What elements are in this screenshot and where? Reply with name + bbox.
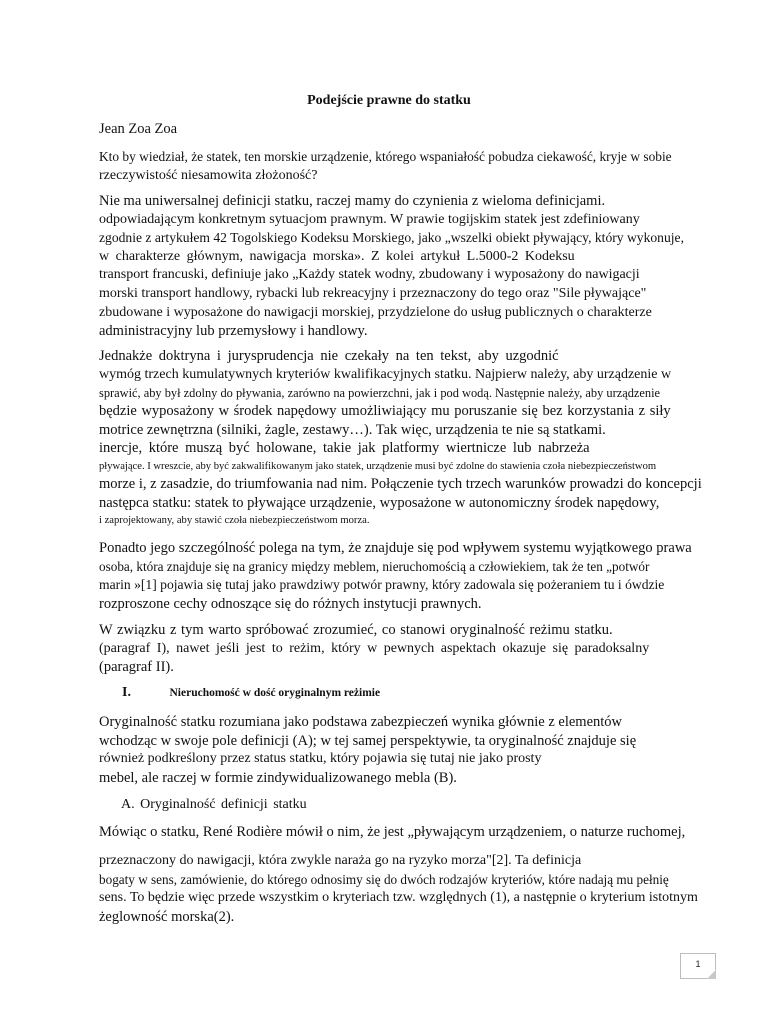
text-line: rozproszone cechy odnoszące się do różnych instytucji prawnych. xyxy=(99,595,482,612)
text-line: sprawić, aby był zdolny do pływania, zarówno na powierzchni, jak i pod wodą. Następnie należy, aby urządzenie xyxy=(99,386,661,401)
text-line: zbudowane i wyposażone do nawigacji morskiej, przydzielone do usług publicznych o charakterze xyxy=(99,304,652,320)
paragraph-specificity xyxy=(99,539,709,613)
section-heading xyxy=(122,685,380,701)
text-line: rzeczywistość niesamowita złożoność? xyxy=(99,167,318,183)
text-line: odpowiadającym konkretnym sytuacjom prawnym. W prawie togijskim statek jest zdefiniowany xyxy=(99,211,640,227)
paragraph-intro xyxy=(99,148,709,185)
subsection-label: A. xyxy=(121,797,135,812)
text-line: inercje, które muszą być holowane, takie jak platformy wiertnicze lub nabrzeża xyxy=(99,440,590,457)
paragraph-outline xyxy=(99,621,709,677)
document-title: Podejście prawne do statku xyxy=(307,93,471,108)
section-number: I. xyxy=(122,685,131,700)
text-line: (paragraf II). xyxy=(99,659,174,676)
text-line: sens. To będzie więc przede wszystkim o kryteriach tzw. względnych (1), a następnie o kryterium istotnym xyxy=(99,890,698,906)
text-line: motrice zewnętrzna (silniki, żagle, zestawy…). Tak więc, urządzenia te nie są statkami. xyxy=(99,421,606,438)
text-line: Nie ma uniwersalnej definicji statku, raczej mamy do czynienia z wieloma definicjami. xyxy=(99,193,606,209)
text-line: również podkreślony przez status statku, który pojawia się tutaj nie jako prosty xyxy=(99,751,542,767)
text-line: pływające. I wreszcie, aby być zakwalifikowanym jako statek, urządzenie musi być zdolne do stawienia czoła niebezpieczeństwom xyxy=(99,460,657,472)
text-line: osoba, która znajduje się na granicy między meblem, nieruchomością a człowiekiem, tak że ten „potwór xyxy=(99,558,650,574)
text-line: następca statku: statek to pływające urządzenie, wyposażone w autonomiczny środek napędowy, xyxy=(99,494,660,511)
text-line: transport francuski, definiuje jako „Każdy statek wodny, zbudowany i wyposażony do nawigacji xyxy=(99,267,640,283)
text-line: żeglowność morska(2). xyxy=(99,908,235,925)
page-number-badge xyxy=(680,953,716,979)
paragraph-rodiere xyxy=(99,823,709,842)
text-line: w charakterze głównym, nawigacja morska». Z kolei artykuł L.5000-2 Kodeksu xyxy=(99,248,575,264)
text-line: Mówiąc o statku, René Rodière mówił o nim, że jest „pływającym urządzeniem, o naturze ruchomej, xyxy=(99,824,686,840)
page-curl-icon xyxy=(707,970,716,979)
text-line: W związku z tym warto spróbować zrozumieć, co stanowi oryginalność reżimu statku. xyxy=(99,622,613,638)
paragraph-definitions xyxy=(99,192,709,341)
subsection-heading xyxy=(121,797,307,813)
text-line: będzie wyposażony w środek napędowy umożliwiający mu poruszanie się bez korzystania z siły xyxy=(99,403,671,420)
text-line: (paragraf I), nawet jeśli jest to reżim, który w pewnych aspektach okazuje się paradoksalny xyxy=(99,640,650,656)
text-line: mebel, ale raczej w formie zindywidualizowanego mebla (B). xyxy=(99,769,457,786)
text-line: przeznaczony do nawigacji, która zwykle naraża go na ryzyko morza"[2]. Ta definicja xyxy=(99,853,582,868)
text-line: Kto by wiedział, że statek, ten morskie urządzenie, którego wspaniałość pobudza ciekawość, kryje w sobie xyxy=(99,149,672,164)
text-line: wymóg trzech kumulatywnych kryteriów kwalifikacyjnych statku. Najpierw należy, aby urządzenie w xyxy=(99,366,672,382)
text-line: zgodnie z artykułem 42 Togolskiego Kodeksu Morskiego, jako „wszelki obiekt pływający, który wykonuje, xyxy=(99,230,684,246)
author-name: Jean Zoa Zoa xyxy=(99,121,178,137)
text-line: Ponadto jego szczególność polega na tym, że znajduje się pod wpływem systemu wyjątkowego prawa xyxy=(99,540,692,556)
text-line: bogaty w sens, zamówienie, do którego odnosimy się do dwóch rodzajów kryteriów, które nadają mu pełnię xyxy=(99,871,669,887)
text-line: wchodząc w swoje pole definicji (A); w tej samej perspektywie, ta oryginalność znajduje się xyxy=(99,732,637,749)
section-title: Nieruchomość w dość oryginalnym reżimie xyxy=(169,687,381,699)
text-line: morski transport handlowy, rybacki lub rekreacyjny i przeznaczony do tego oraz "Sile pływające" xyxy=(99,285,647,301)
text-line: Jednakże doktryna i jurysprudencja nie czekały na ten tekst, aby uzgodnić xyxy=(99,348,559,364)
paragraph-criteria xyxy=(99,347,709,529)
page-number: 1 xyxy=(695,959,701,969)
paragraph-originality xyxy=(99,713,709,787)
text-line: administracyjny lub przemysłowy i handlowy. xyxy=(99,323,368,340)
text-line: i zaprojektowany, aby stawić czoła niebezpieczeństwom morza. xyxy=(99,515,370,527)
text-line: morze i, z zasadzie, do triumfowania nad nim. Połączenie tych trzech warunków prowadzi do koncepcji xyxy=(99,475,702,492)
paragraph-criteria-kinds xyxy=(99,852,709,926)
text-line: marin »[1] pojawia się tutaj jako prawdziwy potwór prawny, który zadowala się pożeraniem tu i ówdzie xyxy=(99,577,665,593)
subsection-title: Oryginalność definicji statku xyxy=(140,797,307,812)
text-line: Oryginalność statku rozumiana jako podstawa zabezpieczeń wynika głównie z elementów xyxy=(99,714,623,730)
